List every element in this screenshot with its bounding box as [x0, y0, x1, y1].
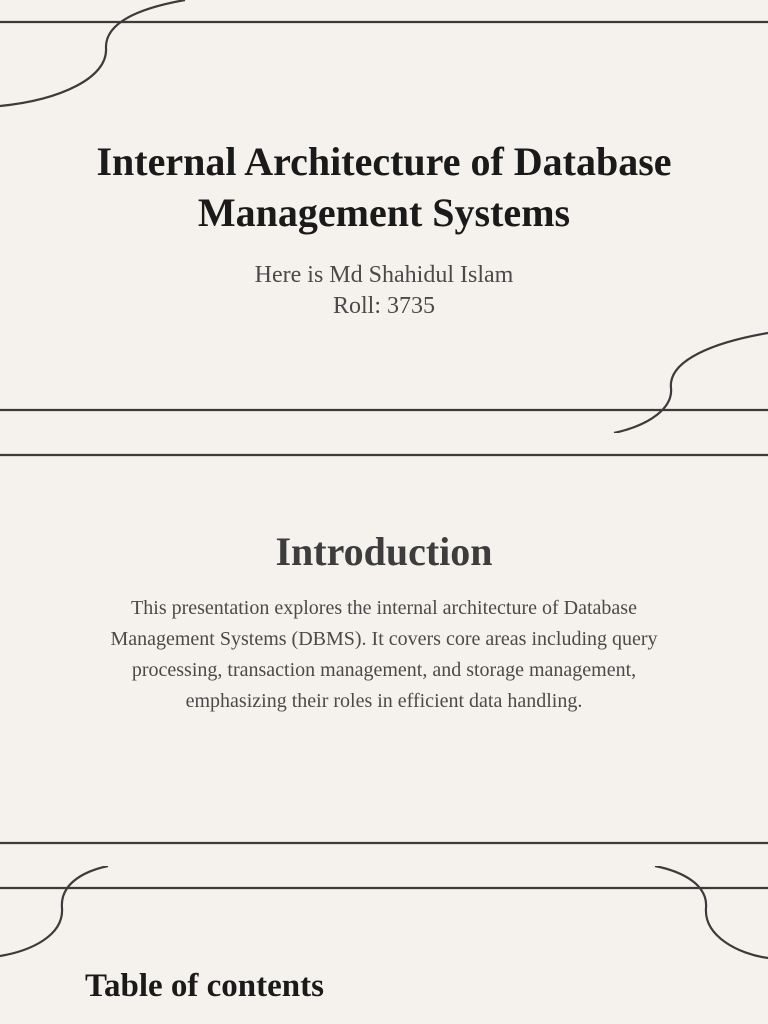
- table-of-contents-slide: [0, 866, 768, 1024]
- title-slide: [0, 0, 768, 433]
- toc-right-curve: [655, 866, 768, 958]
- introduction-heading: Introduction: [275, 529, 493, 574]
- top-left-curve: [0, 0, 185, 106]
- introduction-body: This presentation explores the internal architecture of Database Management Systems (DBMS). It covers core areas including query processing, transaction management, and storage management, emphasizing their roles in efficient data handling.: [110, 597, 658, 712]
- roll-number: Roll: 3735: [332, 293, 435, 319]
- bottom-right-curve: [614, 333, 768, 433]
- table-of-contents-heading: Table of contents: [85, 968, 324, 1004]
- introduction-slide: [0, 433, 768, 866]
- presentation-title: Internal Architecture of Database Management Systems: [96, 139, 672, 235]
- toc-left-curve: [0, 866, 108, 956]
- presenter-name: Here is Md Shahidul Islam: [254, 262, 514, 288]
